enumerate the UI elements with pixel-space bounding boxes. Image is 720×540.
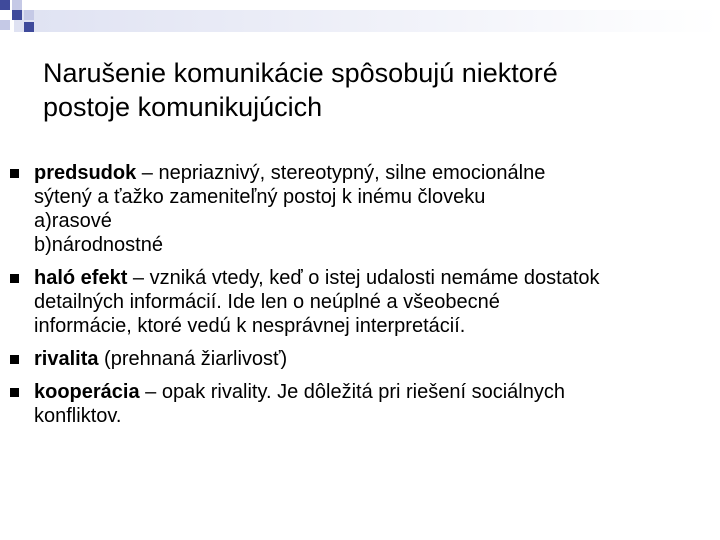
checker-square — [12, 0, 22, 10]
bullet-item-rivalita — [8, 347, 720, 371]
checker-square — [0, 0, 10, 10]
bullet-text-line: sýtený a ťažko zameniteľný postoj k inému človeku — [34, 186, 486, 208]
bullet-text: – opak rivality. Je dôležitá pri riešení sociálnych — [139, 381, 565, 403]
slide-title-line-1: Narušenie komunikácie spôsobujú niektoré — [43, 58, 558, 88]
bullet-list — [8, 161, 720, 428]
bullet-text-line: b)národnostné — [34, 234, 163, 256]
checker-square — [0, 20, 10, 30]
checker-square — [12, 10, 22, 20]
checker-square — [24, 10, 34, 20]
bullet-term: kooperácia — [34, 381, 140, 403]
square-bullet-icon — [10, 355, 19, 364]
bullet-text-line: detailných informácií. Ide len o neúplné a všeobecné — [34, 291, 500, 313]
bullet-text: (prehnaná žiarlivosť) — [98, 348, 288, 370]
bullet-text-line: a)rasové — [34, 210, 112, 232]
bullet-text: – nepriaznivý, stereotypný, silne emocionálne — [136, 162, 546, 184]
bullet-term: predsudok — [34, 162, 137, 184]
bullet-text: – vzniká vtedy, keď o istej udalosti nemáme dostatok — [127, 267, 600, 289]
checker-square — [24, 22, 34, 32]
bullet-text-line: konfliktov. — [34, 405, 122, 427]
slide-title — [43, 56, 683, 124]
square-bullet-icon — [10, 274, 19, 283]
bullet-text-line: informácie, ktoré vedú k nesprávnej interpretácií. — [34, 315, 466, 337]
slide-title-line-2: postoje komunikujúcich — [43, 92, 323, 122]
bullet-term: rivalita — [34, 348, 99, 370]
bullet-item-halo-efekt — [8, 266, 720, 338]
bullet-item-predsudok — [8, 161, 720, 257]
header-decoration — [0, 0, 720, 48]
square-bullet-icon — [10, 169, 19, 178]
header-gradient-bar — [14, 10, 720, 32]
bullet-term: haló efekt — [34, 267, 128, 289]
square-bullet-icon — [10, 388, 19, 397]
bullet-item-kooperacia — [8, 380, 720, 428]
